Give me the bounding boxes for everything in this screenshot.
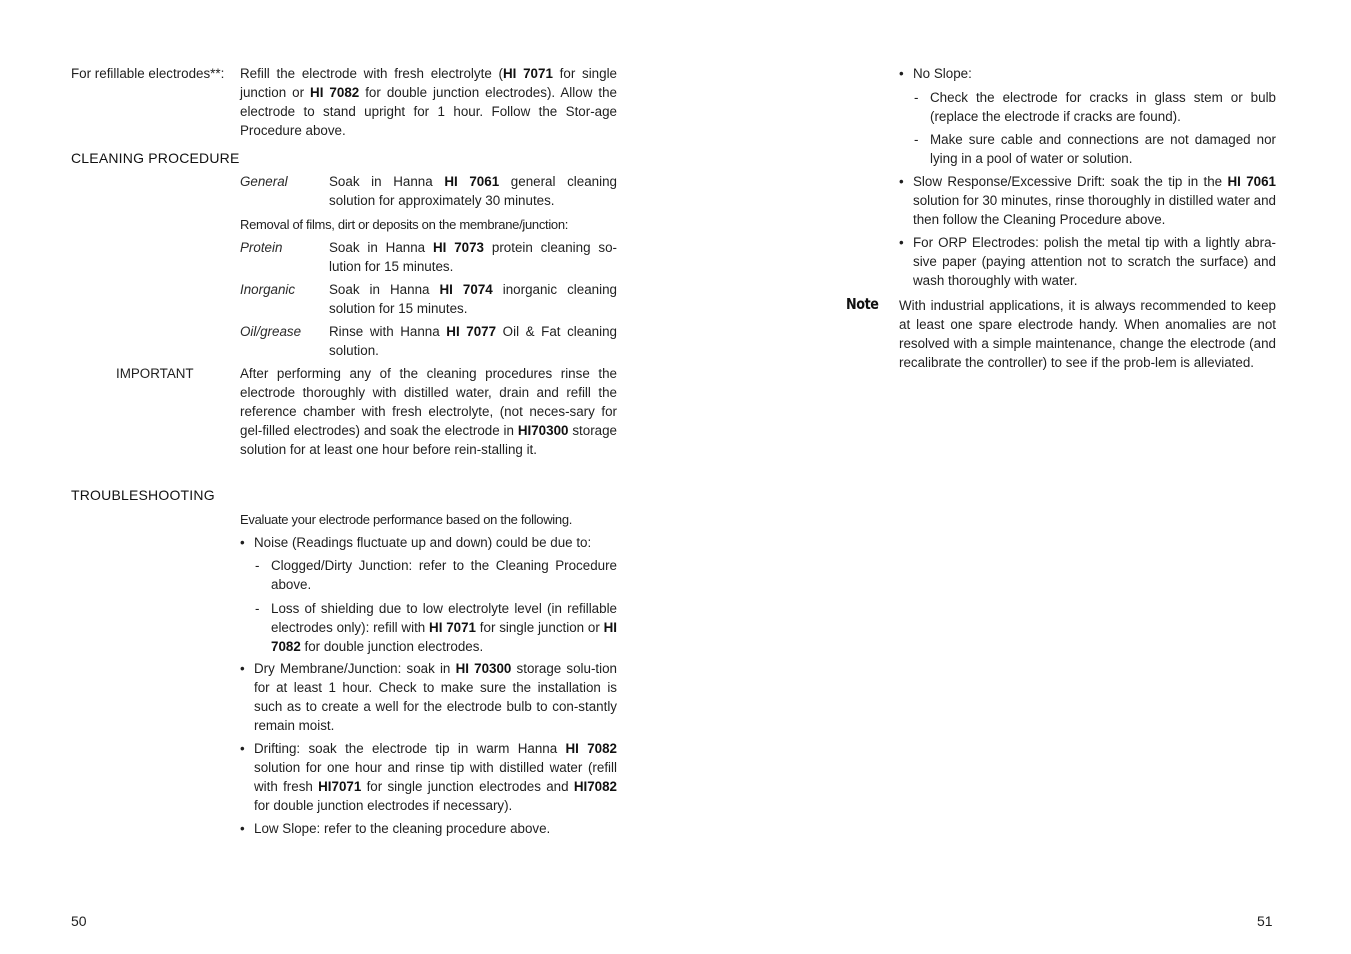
product-code: HI 7061 (1227, 174, 1276, 189)
product-code: HI 7082 (310, 85, 360, 100)
troubleshooting-intro: Evaluate your electrode performance based on the following. (240, 512, 573, 527)
important-label: IMPORTANT (116, 366, 194, 381)
note-text: With industrial applications, it is always recommended to keep at least one spare electrode handy. When anomalies are not resolved with a simple maintenance, change the electrode (and recalibrate the controller) to see if the prob-lem is alleviated. (899, 298, 1276, 370)
right-page (676, 0, 1351, 954)
page-number-right: 51 (1257, 913, 1273, 929)
bullet-orp-electrodes: • For ORP Electrodes: polish the metal tip with a lightly abra-sive paper (paying attention not to scratch the surface) and wash thoroughly with water. (899, 233, 1276, 290)
general-label: General (240, 174, 288, 189)
product-code: HI7082 (573, 779, 617, 794)
troubleshooting-heading: TROUBLESHOOTING (71, 487, 215, 503)
removal-text: Removal of films, dirt or deposits on the membrane/junction: (240, 217, 569, 232)
refill-text: Refill the electrode with fresh electrolyte (HI 7071 for single junction or HI 7082 for double junction electrodes). Allow the electrode to stand upright for 1 hour. Follow the Stor-age Procedure above. (240, 66, 617, 138)
product-code: HI 7061 (444, 174, 500, 189)
product-code: HI7071 (318, 779, 362, 794)
product-code: HI70300 (517, 423, 569, 438)
product-code: HI 7074 (439, 282, 493, 297)
bullet-dry-membrane: • Dry Membrane/Junction: soak in HI 70300 storage solu-tion for at least 1 hour. Check to make sure the installation is such as to create a well for the electrode bulb to con-stantly remain moist. (240, 659, 617, 735)
inorganic-text: Soak in Hanna HI 7074 inorganic cleaning solution for 15 minutes. (329, 282, 617, 316)
bullet-slow-response: • Slow Response/Excessive Drift: soak the tip in the HI 7061 solution for 30 minutes, rinse thoroughly in distilled water and then follow the Cleaning Procedure above. (899, 172, 1276, 229)
refill-label: For refillable electrodes**: (71, 66, 225, 81)
product-code: HI 70300 (455, 661, 512, 676)
product-code: HI 7073 (432, 240, 485, 255)
page-number-left: 50 (71, 913, 87, 929)
dash-cable-connections: - Make sure cable and connections are not damaged nor lying in a pool of water or solution. (914, 130, 1276, 168)
bullet-low-slope: • Low Slope: refer to the cleaning procedure above. (240, 819, 617, 838)
left-page (0, 0, 675, 954)
bullet-drifting: • Drifting: soak the electrode tip in warm Hanna HI 7082 solution for one hour and rinse tip with distilled water (refill with fresh HI7071 for single junction electrodes and HI7082 for double junction electrodes if necessary). (240, 739, 617, 815)
product-code: HI 7082 (271, 620, 617, 654)
protein-text: Soak in Hanna HI 7073 protein cleaning so-lution for 15 minutes. (329, 240, 617, 274)
cleaning-procedure-heading: CLEANING PROCEDURE (71, 150, 240, 166)
product-code: HI 7071 (502, 66, 553, 81)
oil-grease-label: Oil/grease (240, 324, 302, 339)
dash-clogged-junction: - Clogged/Dirty Junction: refer to the Cleaning Procedure above. (255, 556, 617, 594)
product-code: HI 7077 (446, 324, 497, 339)
product-code: HI 7082 (565, 741, 618, 756)
oil-grease-text: Rinse with Hanna HI 7077 Oil & Fat cleaning solution. (329, 324, 617, 358)
bullet-noise: • Noise (Readings fluctuate up and down) could be due to: (240, 533, 617, 552)
product-code: HI 7071 (429, 620, 476, 635)
dash-loss-of-shielding: - Loss of shielding due to low electrolyte level (in refillable electrodes only): refill with HI 7071 for single junction or HI 7082 for double junction electrodes. (255, 599, 617, 656)
note-label: Note (846, 295, 879, 313)
protein-label: Protein (240, 240, 283, 255)
important-text: After performing any of the cleaning procedures rinse the electrode thoroughly with distilled water, drain and refill the reference chamber with fresh electrolyte, (not neces-sary for gel-filled electrodes) and soak the electrode in HI70300 storage solution for at least one hour before rein-stalling it. (240, 366, 618, 457)
dash-check-cracks: - Check the electrode for cracks in glass stem or bulb (replace the electrode if cracks are found). (914, 88, 1276, 126)
general-text: Soak in Hanna HI 7061 general cleaning solution for approximately 30 minutes. (329, 174, 617, 208)
bullet-no-slope: • No Slope: (899, 64, 1276, 83)
inorganic-label: Inorganic (240, 282, 296, 297)
